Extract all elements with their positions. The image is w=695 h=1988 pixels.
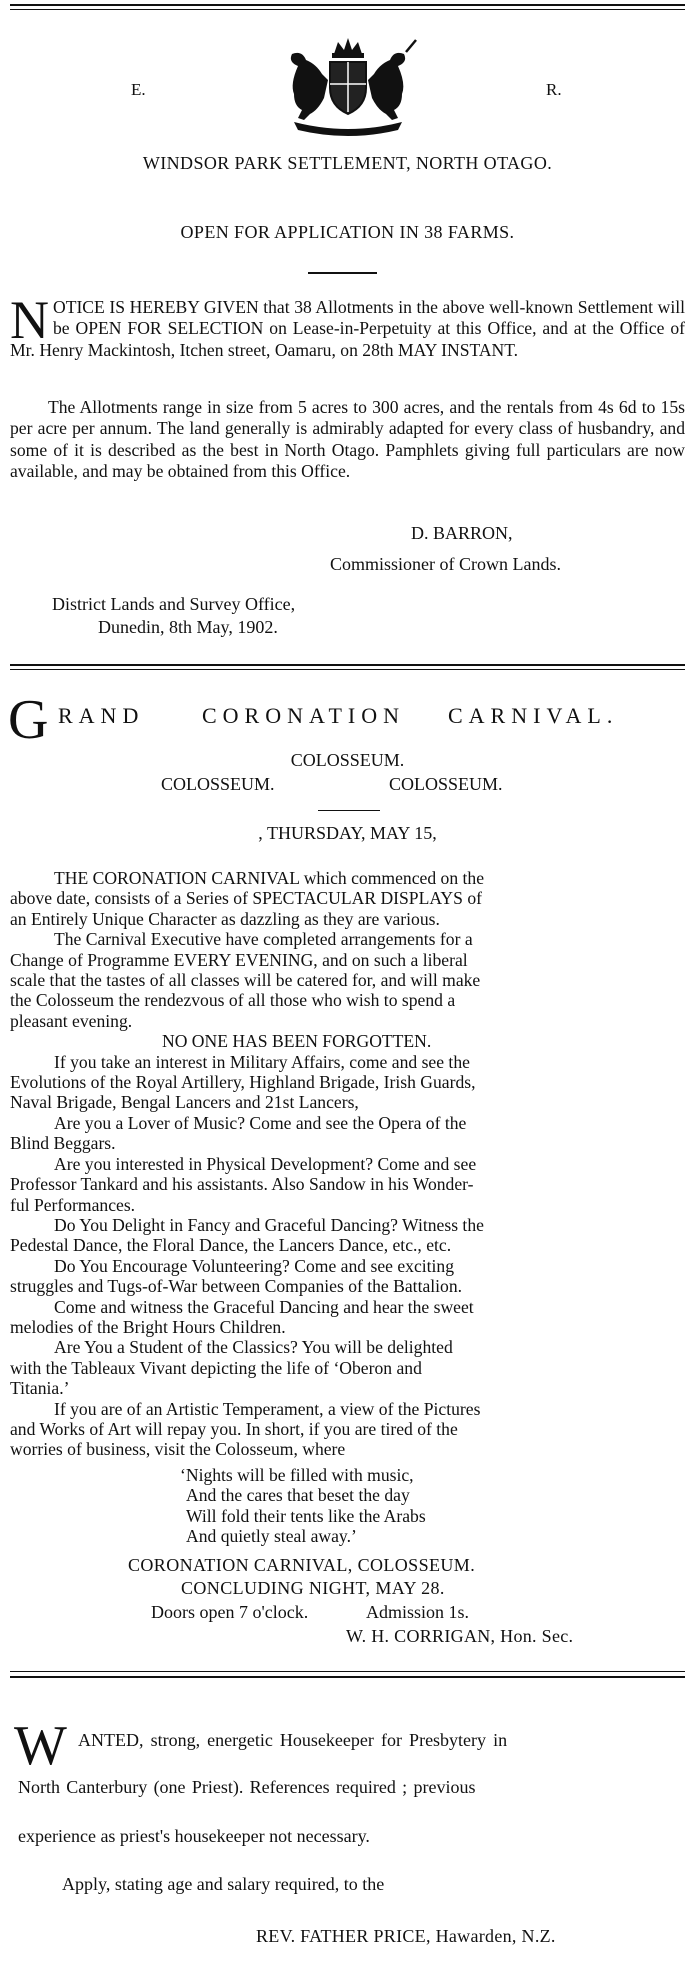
wanted-line-1: ANTED, strong, energetic Housekeeper for Presbytery in (78, 1730, 508, 1750)
office-line-2: Dunedin, 8th May, 1902. (98, 617, 278, 637)
notice-text-1: OTICE IS HEREBY GIVEN that 38 Allotments in the above well-known Settlement will be OPEN FOR SELECTION on Lease-in-Perpetuity at this Office, and at the Office of Mr. Henry Mackintosh, Itchen street, Oamaru, on 28th MAY INSTANT. (10, 297, 685, 360)
dropcap-w: W (14, 1715, 67, 1777)
open-for-application: OPEN FOR APPLICATION IN 38 FARMS. (180, 222, 515, 242)
royal-coat-of-arms-icon (258, 36, 438, 136)
body-line: Evolutions of the Royal Artillery, Highland Brigade, Irish Guards, (10, 1072, 476, 1093)
notice-paragraph-1 (10, 290, 685, 361)
section-rule-thin (10, 669, 685, 670)
body-line: pleasant evening. (10, 1010, 133, 1031)
wanted-line-4: Apply, stating age and salary required, to the (62, 1874, 385, 1894)
body-line: melodies of the Bright Hours Children. (10, 1316, 286, 1337)
body-line: Are you interested in Physical Development? Come and see (54, 1153, 477, 1174)
carnival-heading-word-3: CARNIVAL. (448, 703, 619, 728)
date-line: , THURSDAY, MAY 15, (258, 823, 437, 843)
wanted-line-2: North Canterbury (one Priest). References required ; previous (18, 1777, 476, 1797)
body-line: with the Tableaux Vivant depicting the life of ‘Oberon and (10, 1357, 422, 1378)
venue-left: COLOSSEUM. (161, 774, 275, 794)
body-line: the Colosseum the rendezvous of all those who wish to spend a (10, 990, 456, 1011)
body-line: Are You a Student of the Classics? You will be delighted (54, 1337, 453, 1358)
body-line: Come and witness the Graceful Dancing and hear the sweet (54, 1296, 474, 1317)
closing-line-2: CONCLUDING NIGHT, MAY 28. (181, 1578, 445, 1598)
dropcap-n: N (10, 290, 49, 350)
body-line: an Entirely Unique Character as dazzling as they are various. (10, 908, 440, 929)
body-line: Pedestal Dance, the Floral Dance, the Lancers Dance, etc., etc. (10, 1235, 452, 1256)
body-line: Do You Encourage Volunteering? Come and see exciting (54, 1255, 455, 1276)
signer-name: D. BARRON, (411, 523, 513, 543)
body-line: Blind Beggars. (10, 1133, 116, 1154)
body-line: Titania.’ (10, 1378, 70, 1399)
venue-right: COLOSSEUM. (389, 774, 503, 794)
body-line: The Carnival Executive have completed arrangements for a (54, 929, 473, 950)
carnival-body (10, 868, 685, 1460)
carnival-heading-word-2: CORONATION (202, 703, 405, 728)
wanted-line-5: REV. FATHER PRICE, Hawarden, N.Z. (256, 1926, 556, 1946)
admission-price: Admission 1s. (366, 1602, 470, 1622)
body-line: ful Performances. (10, 1194, 136, 1215)
verse (180, 1465, 660, 1547)
section-rule-2 (10, 1676, 685, 1678)
hon-secretary: W. H. CORRIGAN, Hon. Sec. (346, 1626, 574, 1646)
body-line: and Works of Art will repay you. In short, if you are tired of the (10, 1418, 458, 1439)
body-line: Do You Delight in Fancy and Graceful Dancing? Witness the (54, 1214, 484, 1235)
venue-title: COLOSSEUM. (290, 750, 405, 770)
closing-line-1: CORONATION CARNIVAL, COLOSSEUM. (128, 1555, 476, 1575)
crest-letter-left: E. (131, 80, 146, 99)
body-line: worries of business, visit the Colosseum, where (10, 1439, 346, 1460)
body-line: above date, consists of a Series of SPECTACULAR DISPLAYS of (10, 888, 482, 909)
top-rule-thin (10, 9, 685, 10)
venue-divider (318, 810, 380, 811)
body-line: Change of Programme EVERY EVENING, and on such a liberal (10, 949, 468, 970)
body-line: scale that the tastes of all classes will be catered for, and will make (10, 970, 481, 991)
dropcap-g: G (8, 689, 49, 751)
body-line: struggles and Tugs-of-War between Companies of the Battalion. (10, 1276, 463, 1297)
verse-line: ‘Nights will be filled with music, (180, 1465, 414, 1485)
crest-letter-right: R. (546, 80, 562, 99)
verse-line: And the cares that beset the day (186, 1485, 410, 1506)
wanted-line-3: experience as priest's housekeeper not necessary. (18, 1826, 370, 1846)
body-line: THE CORONATION CARNIVAL which commenced on the (54, 868, 485, 888)
body-line: NO ONE HAS BEEN FORGOTTEN. (162, 1031, 432, 1052)
body-line: Professor Tankard and his assistants. Also Sandow in his Wonder- (10, 1174, 474, 1195)
doors-open: Doors open 7 o'clock. (151, 1602, 309, 1622)
office-line-1: District Lands and Survey Office, (52, 594, 296, 614)
section-rule (10, 664, 685, 666)
verse-line: And quietly steal away.’ (186, 1526, 357, 1547)
top-rule (10, 4, 685, 6)
body-line: Naval Brigade, Bengal Lancers and 21st Lancers, (10, 1092, 359, 1113)
body-line: If you take an interest in Military Affairs, come and see the (54, 1051, 470, 1072)
body-line: Are you a Lover of Music? Come and see the Opera of the (54, 1112, 467, 1133)
section-divider (308, 272, 377, 274)
verse-line: Will fold their tents like the Arabs (186, 1505, 426, 1526)
section-rule-thin-2 (10, 1671, 685, 1672)
settlement-title: WINDSOR PARK SETTLEMENT, NORTH OTAGO. (142, 153, 553, 173)
signer-title: Commissioner of Crown Lands. (330, 554, 561, 574)
body-line: If you are of an Artistic Temperament, a view of the Pictures (54, 1398, 481, 1419)
carnival-heading-word-1: RAND (58, 703, 145, 728)
notice-paragraph-2: The Allotments range in size from 5 acres to 300 acres, and the rentals from 4s 6d to 15s per acre per annum. The land generally is admirably adapted for every class of husbandry, and some of it is described as the best in North Otago. Pamphlets giving full particulars are now available, and may be obtained from this Office. (10, 397, 685, 482)
